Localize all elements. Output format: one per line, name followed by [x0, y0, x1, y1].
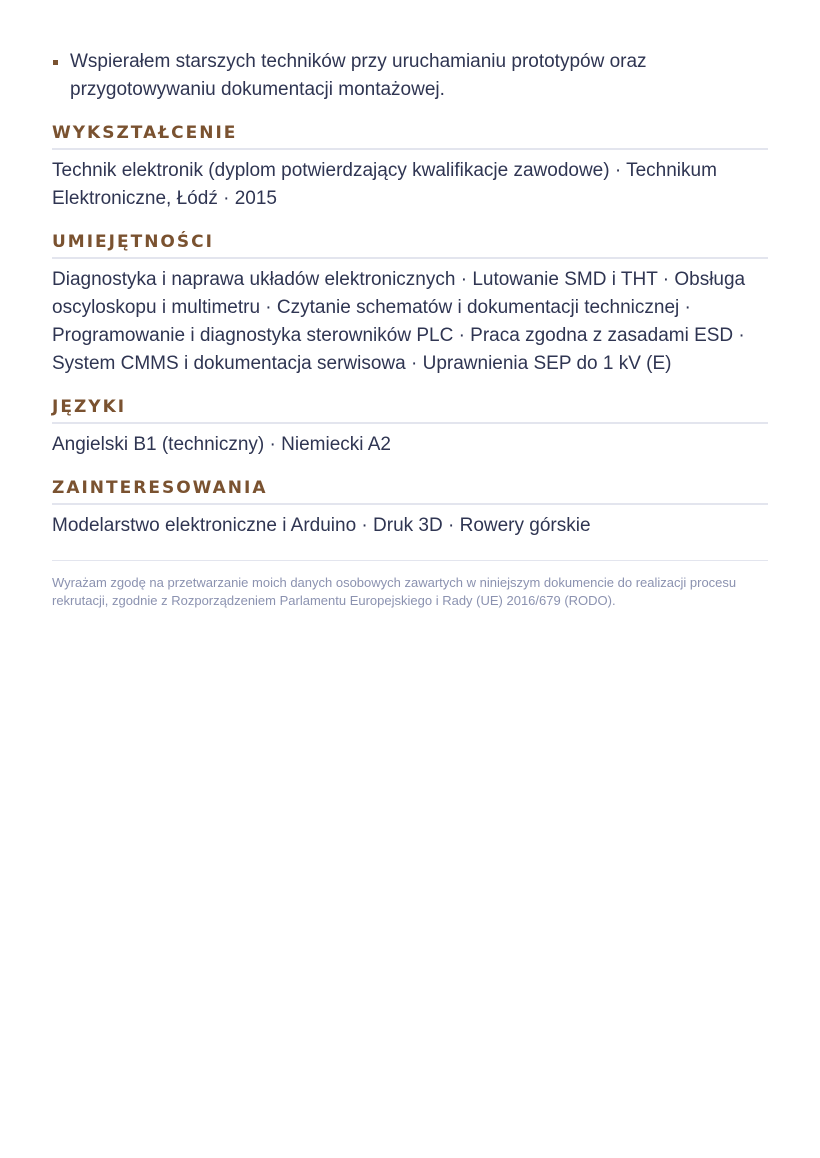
gdpr-consent-clause: Wyrażam zgodę na przetwarzanie moich danych osobowych zawartych w niniejszym dokumencie do realizacji procesu rekrutacji, zgodnie z Rozporządzeniem Parlamentu Europejskiego i Rady (UE) 2016/679 (RODO). [52, 560, 768, 610]
section-title-interests: ZAINTERESOWANIA [52, 477, 768, 505]
education-text: Technik elektronik (dyplom potwierdzający kwalifikacje zawodowe) · Technikum Elektroniczne, Łódź · 2015 [52, 160, 717, 209]
section-title-education: WYKSZTAŁCENIE [52, 122, 768, 150]
interests-section [52, 477, 768, 540]
skills-text: Diagnostyka i naprawa układów elektronicznych · Lutowanie SMD i THT · Obsługa oscyloskopu i multimetru · Czytanie schematów i dokumentacji technicznej · Programowanie i diagnostyka sterowników PLC · Praca zgodna z zasadami ESD · System CMMS i dokumentacja serwisowa · Uprawnienia SEP do 1 kV (E) [52, 269, 746, 374]
languages-section [52, 396, 768, 459]
education-section [52, 122, 768, 213]
bullet-text: Wspierałem starszych techników przy uruchamianiu prototypów oraz przygotowywaniu dokumentacji montażowej. [70, 51, 647, 100]
section-title-languages: JĘZYKI [52, 396, 768, 424]
experience-bullets [52, 48, 768, 104]
list-item [52, 48, 768, 104]
interests-text: Modelarstwo elektroniczne i Arduino · Druk 3D · Rowery górskie [52, 515, 591, 536]
square-bullet-icon [53, 60, 58, 65]
section-title-skills: UMIEJĘTNOŚCI [52, 231, 768, 259]
languages-text: Angielski B1 (techniczny) · Niemiecki A2 [52, 434, 391, 455]
skills-section [52, 231, 768, 378]
